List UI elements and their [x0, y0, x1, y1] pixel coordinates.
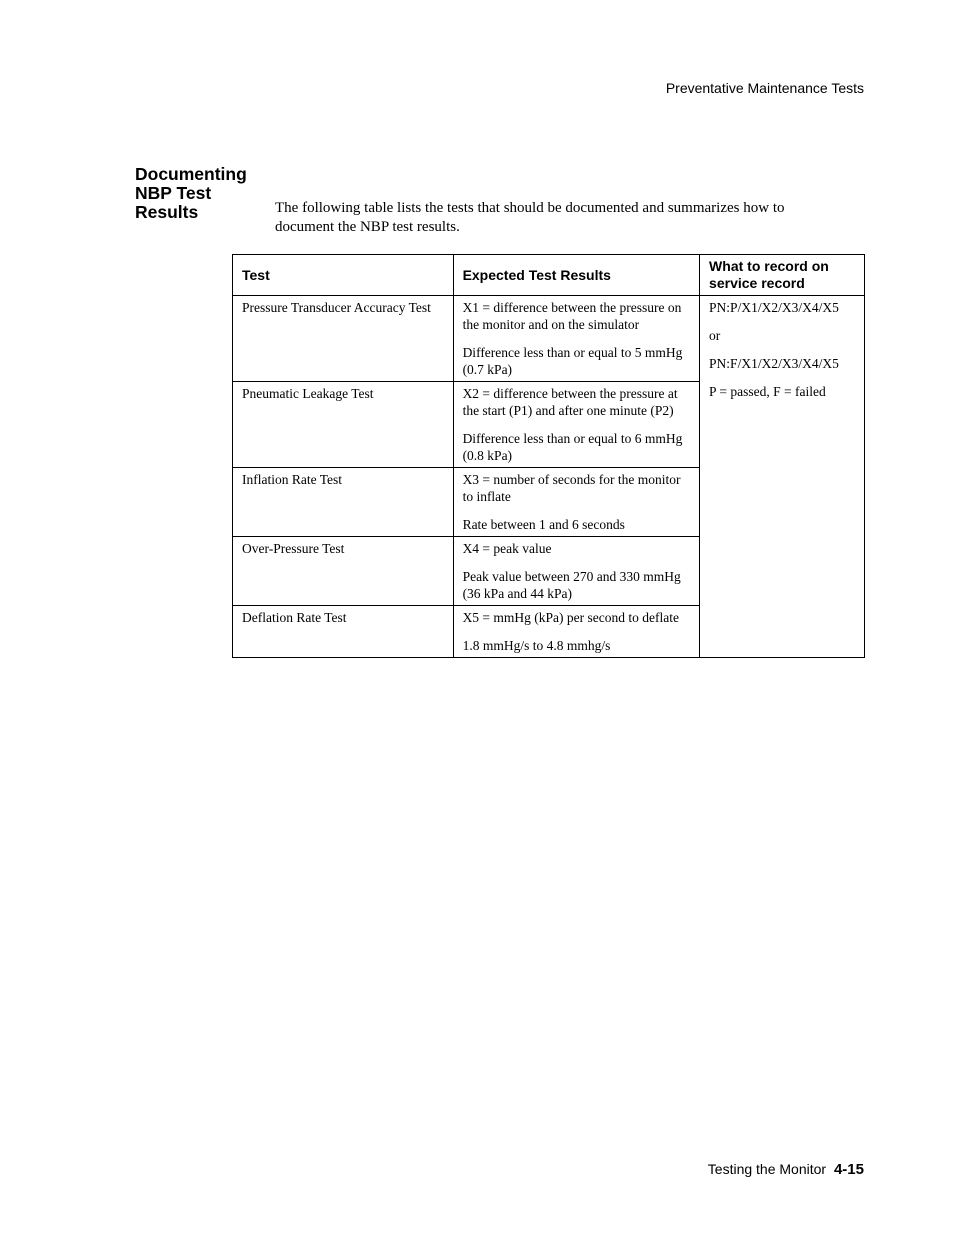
- intro-paragraph: The following table lists the tests that should be documented and summarizes how to document the NBP test results.: [275, 200, 785, 235]
- expected-criterion: 1.8 mmHg/s to 4.8 mmhg/s: [462, 638, 611, 653]
- section-heading-line-2: NBP Test: [135, 183, 212, 203]
- record-or: or: [709, 328, 721, 343]
- expected-variable: X5 = mmHg (kPa) per second to deflate: [462, 610, 679, 625]
- section-heading-line-1: Documenting: [135, 164, 247, 184]
- expected-variable: X1 = difference between the pressure on the monitor and on the simulator: [462, 300, 682, 332]
- expected-criterion: Difference less than or equal to 5 mmHg (0.7 kPa): [462, 345, 683, 377]
- test-name-cell: Inflation Rate Test: [233, 468, 454, 537]
- record-pass-format: PN:P/X1/X2/X3/X4/X5: [709, 300, 839, 315]
- record-fail-format: PN:F/X1/X2/X3/X4/X5: [709, 356, 839, 371]
- column-header-expected: Expected Test Results: [453, 255, 699, 296]
- test-name-cell: Pressure Transducer Accuracy Test: [233, 296, 454, 382]
- column-header-test: Test: [233, 255, 454, 296]
- record-legend: P = passed, F = failed: [709, 384, 826, 399]
- record-format-cell: [700, 296, 865, 658]
- page-number: 4-15: [833, 1161, 864, 1178]
- expected-criterion: Difference less than or equal to 6 mmHg (0.8 kPa): [462, 431, 683, 463]
- table-row: [233, 296, 865, 382]
- running-footer: [708, 1161, 864, 1178]
- expected-results-cell: [453, 468, 699, 537]
- nbp-results-table: [232, 254, 865, 658]
- test-name-cell: Deflation Rate Test: [233, 606, 454, 658]
- expected-variable: X4 = peak value: [462, 541, 552, 556]
- expected-criterion: Peak value between 270 and 330 mmHg (36 kPa and 44 kPa): [462, 569, 681, 601]
- expected-results-cell: [453, 382, 699, 468]
- test-name-cell: Pneumatic Leakage Test: [233, 382, 454, 468]
- table-header-row: [233, 255, 865, 296]
- column-header-record: What to record on service record: [700, 255, 865, 296]
- expected-variable: X3 = number of seconds for the monitor to inflate: [462, 472, 681, 504]
- expected-results-cell: [453, 537, 699, 606]
- expected-criterion: Rate between 1 and 6 seconds: [462, 517, 625, 532]
- section-heading: [135, 165, 265, 222]
- expected-results-cell: [453, 606, 699, 658]
- expected-results-cell: [453, 296, 699, 382]
- footer-chapter-title: Testing the Monitor: [707, 1161, 827, 1177]
- expected-variable: X2 = difference between the pressure at the start (P1) and after one minute (P2): [462, 386, 678, 418]
- running-header: Preventative Maintenance Tests: [665, 80, 864, 96]
- section-heading-line-3: Results: [135, 202, 199, 222]
- test-name-cell: Over-Pressure Test: [233, 537, 454, 606]
